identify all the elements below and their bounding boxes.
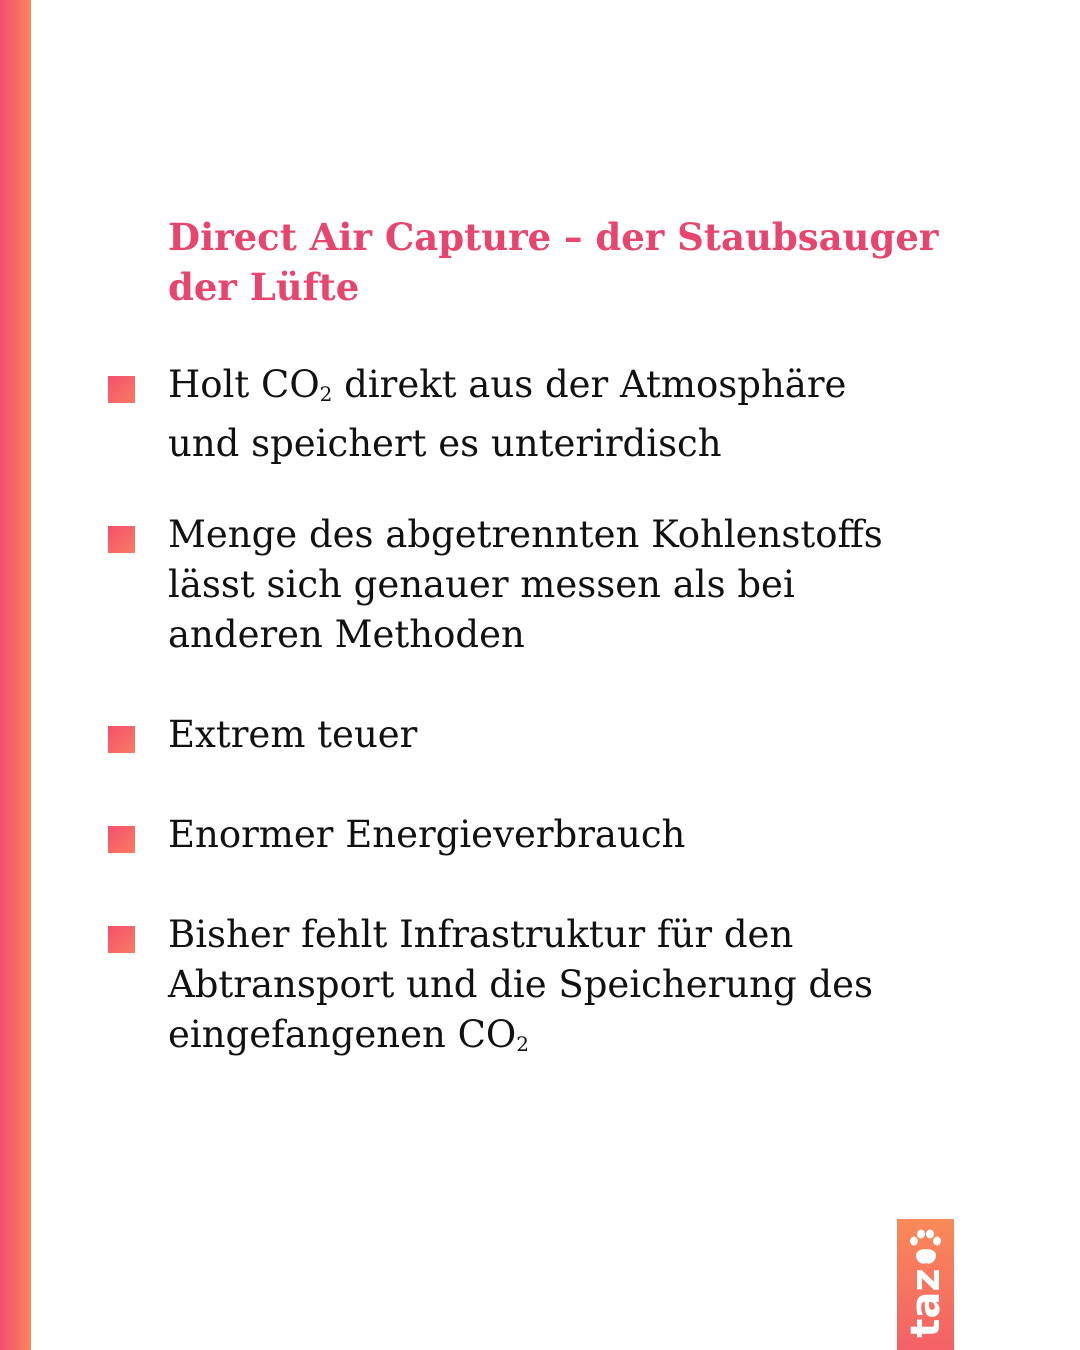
bullet-text: Bisher fehlt Infrastruktur für den Abtransport und die Speicherung des eingefangenen $CO_2$ [168,913,873,1056]
page-title: Direct Air Capture – der Staubsauger der Lüfte [168,215,939,309]
bullet-square-icon [108,526,135,553]
bullet-square-icon [108,376,135,403]
bullet-text: Holt $CO_2$ direkt aus der Atmosphäre und speichert es unterirdisch [168,363,847,465]
paw-icon [906,1229,946,1269]
bullet-square-icon [108,726,135,753]
accent-side-bar [0,0,31,1350]
taz-logo [897,1219,954,1350]
bullet-text: Extrem teuer [168,713,418,756]
bullet-text: Enormer Energieverbrauch [168,813,686,856]
bullet-square-icon [108,926,135,953]
logo-text: taz [902,1268,949,1338]
bullet-text: Menge des abgetrennten Kohlenstoffs lässt sich genauer messen als bei anderen Methoden [168,513,883,656]
bullet-square-icon [108,826,135,853]
